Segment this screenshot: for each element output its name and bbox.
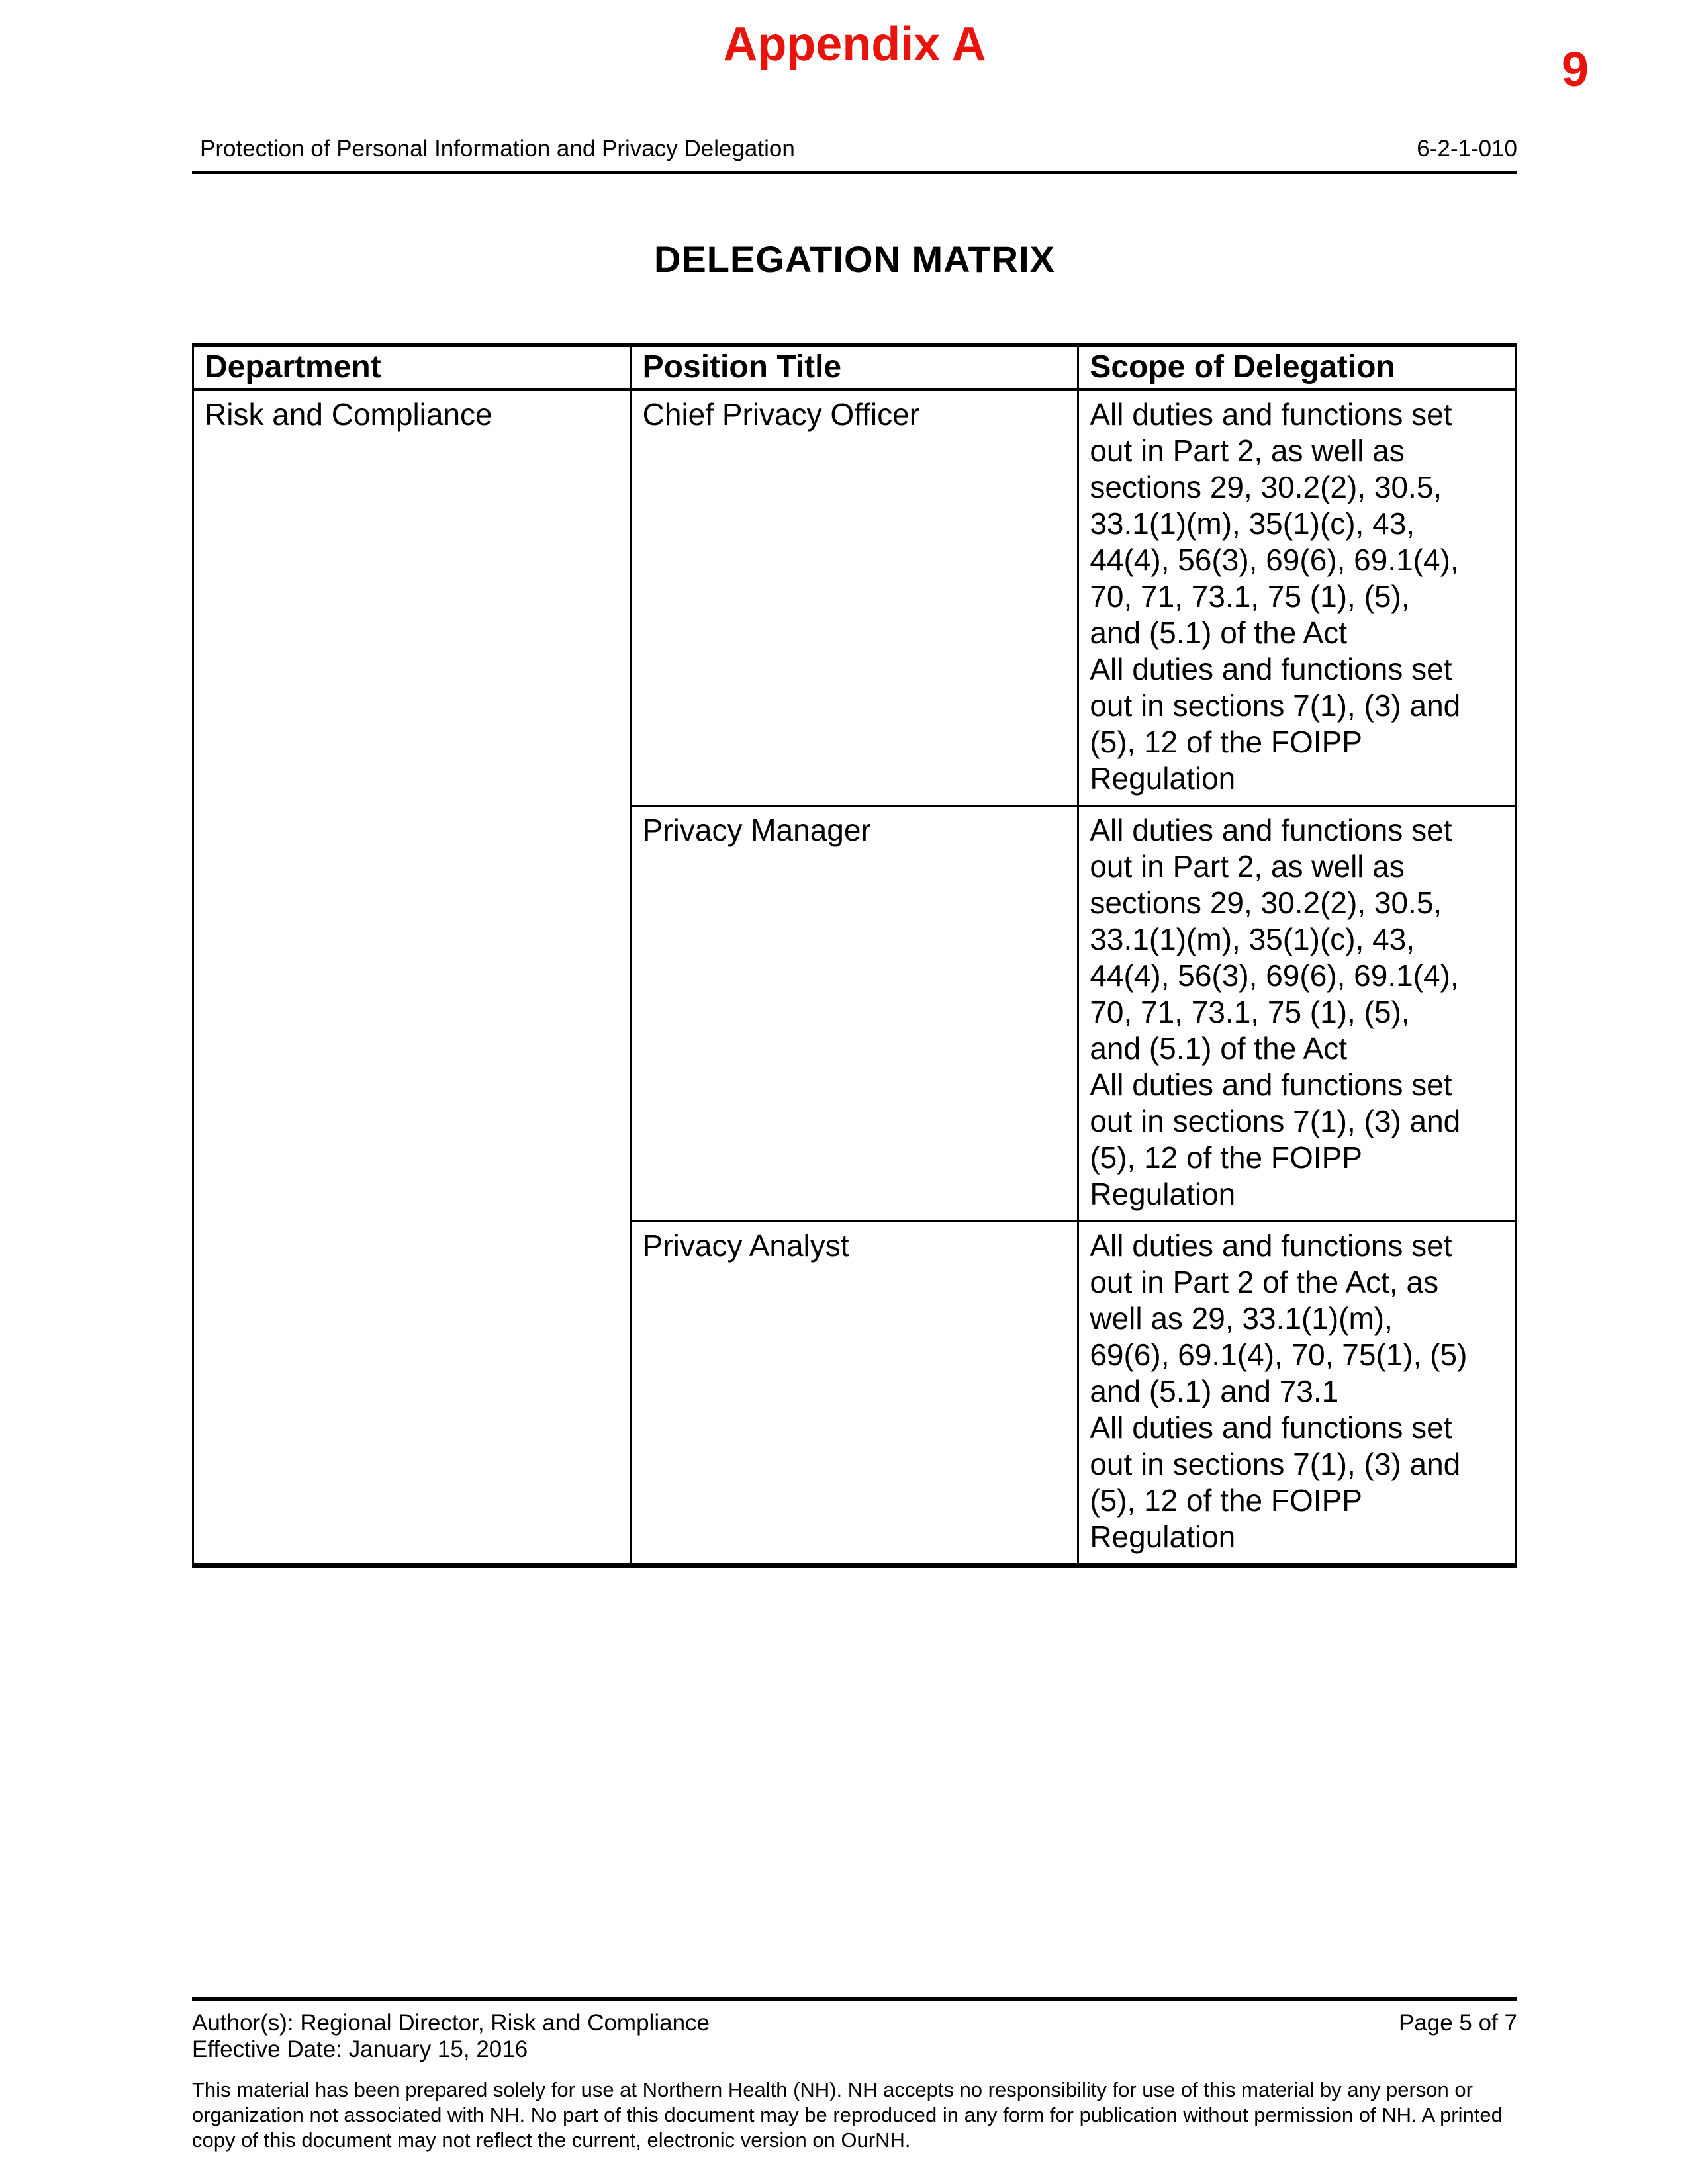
position-cell [631,805,1078,1221]
scope-line: 70, 71, 73.1, 75 (1), (5), [1090,994,1410,1029]
matrix-title: DELEGATION MATRIX [653,238,1055,280]
scope-line: 44(4), 56(3), 69(6), 69.1(4), [1090,958,1459,993]
page-count: Page 5 of 7 [1398,2010,1517,2036]
scope-line: 33.1(1)(m), 35(1)(c), 43, [1090,921,1415,956]
header-divider [192,171,1517,174]
scope-cell [1078,389,1517,805]
scope-line: Regulation [1090,1176,1236,1211]
scope-line: and (5.1) and 73.1 [1090,1373,1339,1408]
scope-line: Regulation [1090,1519,1236,1554]
scope-line: All duties and functions set [1090,396,1452,432]
column-header-position-title: Position Title [631,345,1078,390]
column-header-department: Department [193,345,632,390]
scope-line: well as 29, 33.1(1)(m), [1090,1300,1393,1336]
document-title: Protection of Personal Information and Privacy Delegation [200,135,795,161]
scope-line: All duties and functions set [1090,812,1452,847]
page-content [0,20,1688,1568]
disclaimer-text: This material has been prepared solely for use at Northern Health (NH). NH accepts no responsibility for use of this material by any person or organization not associated with NH. No part of this document may be reproduced in any form for publication without permission of NH. A printed copy of this document may not reflect the current, electronic version on OurNH. [192,2078,1503,2152]
document-header [192,135,1517,163]
effective-date-line: Effective Date: January 15, 2016 [192,2036,528,2062]
position-value: Privacy Analyst [642,1228,849,1263]
scope-line: All duties and functions set [1090,1228,1452,1263]
scope-cell [1078,805,1517,1221]
scope-line: All duties and functions set [1090,1410,1452,1445]
table-row-chief-privacy-officer [193,389,1517,805]
scope-line: out in Part 2 of the Act, as [1090,1264,1439,1299]
scope-line: sections 29, 30.2(2), 30.5, [1090,885,1442,920]
position-cell [631,1221,1078,1565]
scope-line: 70, 71, 73.1, 75 (1), (5), [1090,578,1410,614]
position-value: Privacy Manager [642,812,871,847]
scope-line: out in sections 7(1), (3) and [1090,1446,1461,1481]
scope-line: out in sections 7(1), (3) and [1090,1103,1461,1138]
department-cell [193,389,632,1565]
corner-page-number: 9 [1561,42,1589,97]
delegation-matrix-table [192,343,1517,1568]
scope-line: and (5.1) of the Act [1090,1030,1347,1066]
position-value: Chief Privacy Officer [642,396,920,432]
footer-author-row [192,2010,1517,2036]
scope-line: All duties and functions set [1090,1067,1452,1102]
scope-line: 44(4), 56(3), 69(6), 69.1(4), [1090,542,1459,577]
scope-line: (5), 12 of the FOIPP [1090,1482,1362,1518]
department-value: Risk and Compliance [205,396,492,432]
scope-line: (5), 12 of the FOIPP [1090,1140,1362,1175]
column-header-scope-of-delegation: Scope of Delegation [1078,345,1517,390]
document-code: 6-2-1-010 [1417,135,1517,161]
scope-line: out in Part 2, as well as [1090,848,1405,884]
scope-line: Regulation [1090,760,1236,796]
page-footer [192,1997,1517,2153]
scope-line: out in Part 2, as well as [1090,433,1405,468]
scope-line: All duties and functions set [1090,651,1452,686]
scope-line: 33.1(1)(m), 35(1)(c), 43, [1090,506,1415,541]
scope-line: sections 29, 30.2(2), 30.5, [1090,469,1442,504]
scope-line: out in sections 7(1), (3) and [1090,688,1461,723]
scope-cell [1078,1221,1517,1565]
author-line: Author(s): Regional Director, Risk and Compliance [192,2010,710,2036]
scope-line: (5), 12 of the FOIPP [1090,724,1362,759]
footer-divider [192,1997,1517,2001]
scope-line: and (5.1) of the Act [1090,615,1347,650]
table-header-row [193,345,1517,390]
appendix-title: Appendix A [723,18,986,71]
scope-line: 69(6), 69.1(4), 70, 75(1), (5) [1090,1337,1468,1372]
position-cell [631,389,1078,805]
